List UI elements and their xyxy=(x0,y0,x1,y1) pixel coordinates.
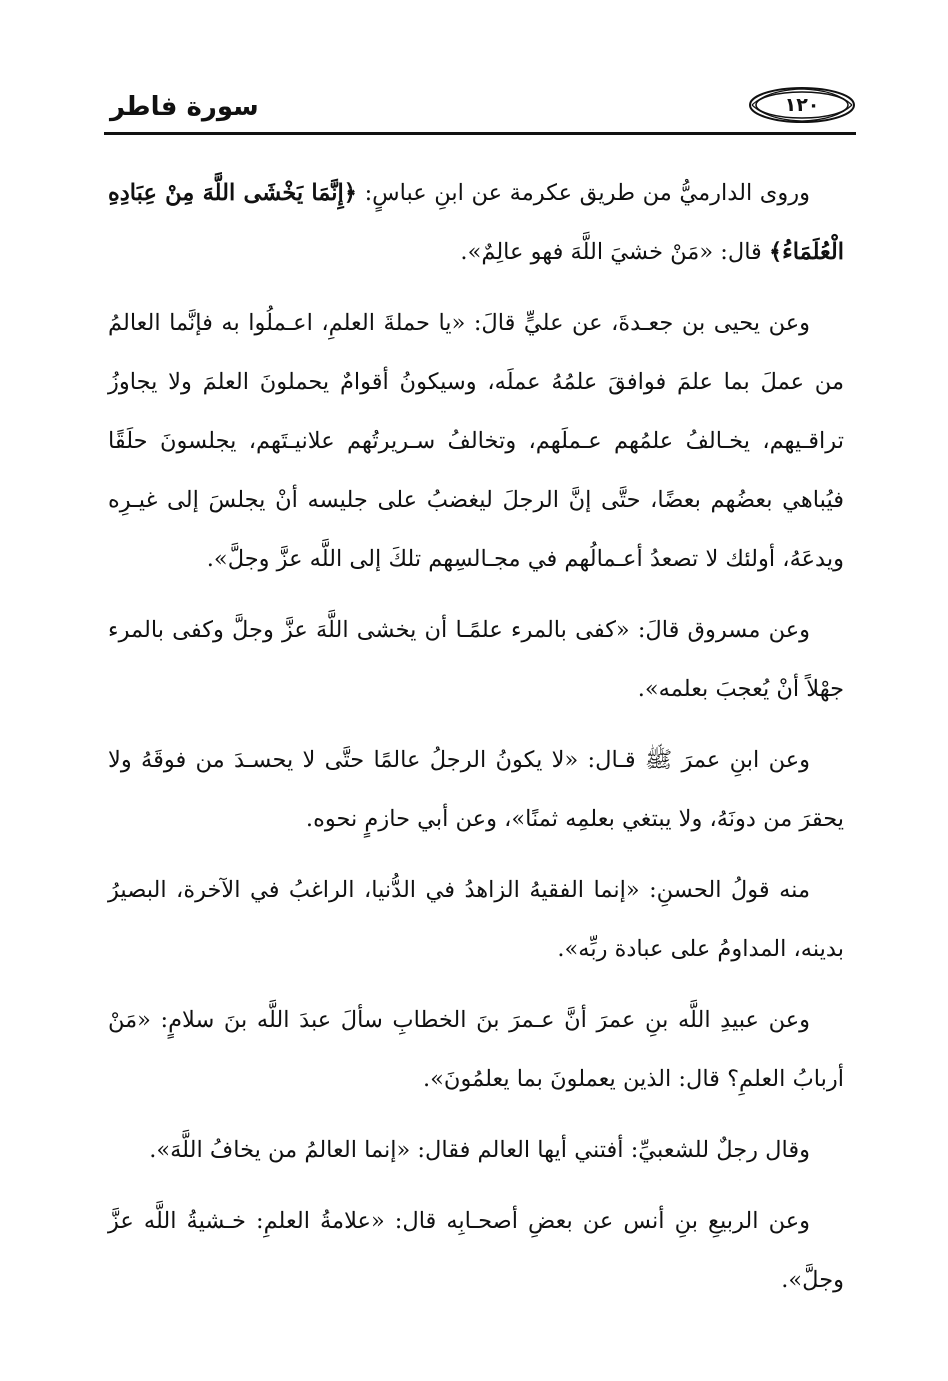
paragraph-darimi xyxy=(108,164,844,282)
header-divider xyxy=(104,132,856,135)
page-number-badge xyxy=(748,86,856,124)
paragraph-yahya: وعن يحيى بن جعـدةَ، عن عليٍّ قالَ: «يا حملةَ العلمِ، اعـملُوا به فإنَّما العالمُ من عملَ بما علمَ فوافقَ علمُهُ عملَه، وسيكونُ أقوامٌ يحملونَ العلمَ ولا يجاوزُ تراقـيهم، يخـالفُ علمُهم عـملَهم، وتخالفُ سـريرتُهم علانيـتَهم، يجلسونَ حلَقًا فيُباهي بعضُهم بعضًا، حتَّى إنَّ الرجلَ ليغضبُ على جليسه أنْ يجلسَ إلى غيـرِه ويدعَهُ، أولئك لا تصعدُ أعـمالُهم في مجـالسِهم تلكَ إلى اللَّه عزَّ وجلَّ». xyxy=(108,310,844,572)
paragraph-darimi-intro: وروى الدارميُّ من طريق عكرمة عن ابنِ عباسٍ: xyxy=(356,180,811,206)
page-body xyxy=(108,164,844,1322)
quran-verse: ﴿إِنَّمَا يَخْشَى اللَّهَ مِنْ عِبَادِهِ الْعُلَمَاءُ﴾ xyxy=(108,180,844,265)
paragraph-masruq: وعن مسروق قالَ: «كفى بالمرء علمًـا أن يخشى اللَّهَ عزَّ وجلَّ وكفى بالمرء جهْلاً أنْ يُعجبَ بعلمه». xyxy=(108,617,844,702)
page-header xyxy=(104,80,856,136)
paragraph-hasan: منه قولُ الحسنِ: «إنما الفقيهُ الزاهدُ في الدُّنيا، الراغبُ في الآخرة، البصيرُ بدينه، المداومُ على عبادة ربِّه». xyxy=(108,877,844,962)
surah-title: سورة فاطر xyxy=(110,92,259,122)
paragraph-ubaydullah: وعن عبيدِ اللَّه بنِ عمرَ أنَّ عـمرَ بنَ الخطابِ سألَ عبدَ اللَّه بنَ سلامٍ: «مَنْ أربابُ العلمِ؟ قال: الذين يعملونَ بما يعلمُونَ». xyxy=(108,1007,844,1092)
page-number: ١٢٠ xyxy=(784,94,820,116)
paragraph-darimi-saying: قال: «مَنْ خشيَ اللَّهَ فهو عالِمٌ». xyxy=(460,239,769,265)
paragraph-shabi: وقال رجلٌ للشعبيِّ: أفتني أيها العالم فقال: «إنما العالمُ من يخافُ اللَّهَ». xyxy=(149,1137,810,1163)
paragraph-ibn-umar: وعن ابنِ عمرَ ﷺ قـال: «لا يكونُ الرجلُ عالمًا حتَّى لا يحسـدَ من فوقَهُ ولا يحقرَ من دونَهُ، ولا يبتغي بعلمِه ثمنًا»، وعن أبي حازمٍ نحوه. xyxy=(108,747,844,832)
paragraph-rabi: وعن الربيعِ بنِ أنس عن بعضِ أصحـابِه قال: «علامةُ العلمِ: خـشيةُ اللَّه عزَّ وجلَّ». xyxy=(108,1208,844,1293)
